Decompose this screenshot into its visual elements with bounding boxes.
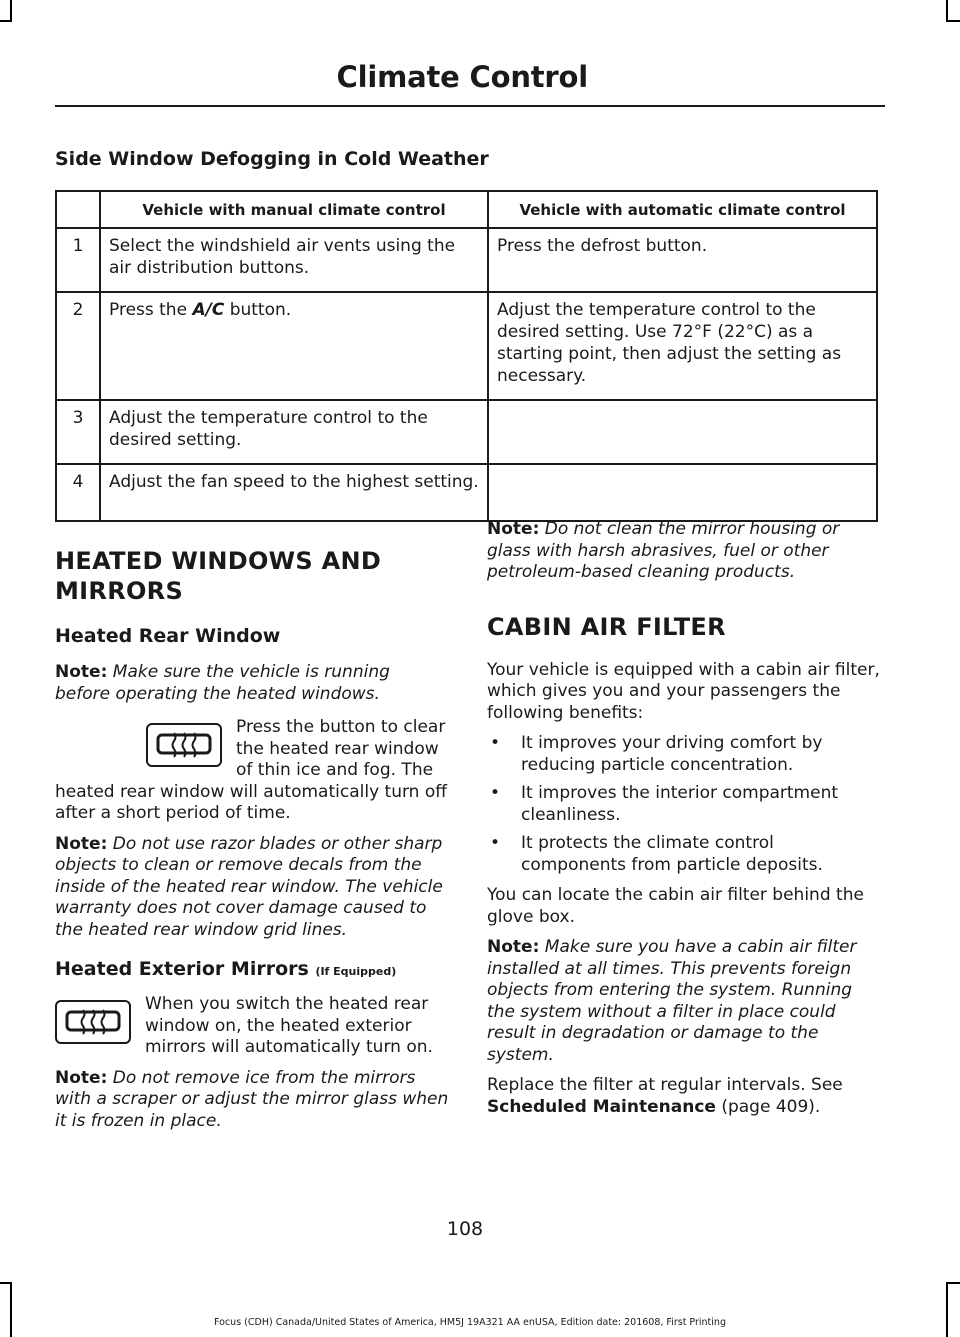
left-column xyxy=(55,546,450,1141)
table-header-row xyxy=(56,191,877,228)
razor-note xyxy=(55,834,450,942)
table-header-auto: Vehicle with automatic climate control xyxy=(488,191,877,228)
manual-step: Adjust the temperature control to the desired setting. xyxy=(100,400,488,464)
manual-step: Select the windshield air vents using the air distribution buttons. xyxy=(100,228,488,292)
ac-button-label: A/C xyxy=(192,300,225,320)
crop-mark xyxy=(946,0,948,20)
crop-mark xyxy=(0,1282,12,1284)
crop-mark xyxy=(10,1282,12,1337)
heated-windows-heading-line2: MIRRORS xyxy=(55,577,184,605)
footer-text: Focus (CDH) Canada/United States of America, HM5J 19A321 AA enUSA, Edition date: 201608, First Printing xyxy=(214,1317,726,1328)
rear-window-note xyxy=(55,662,450,705)
rear-defrost-icon xyxy=(156,731,212,761)
manual-step: Adjust the fan speed to the highest setting. xyxy=(100,464,488,521)
header-rule xyxy=(55,105,885,107)
table-row xyxy=(56,292,877,400)
list-item: • It improves your driving comfort by reducing particle concentration. xyxy=(487,733,882,776)
if-equipped-label: (If Equipped) xyxy=(315,965,397,978)
mirror-defrost-button-icon xyxy=(55,1000,131,1044)
page-header-title: Climate Control xyxy=(336,60,588,94)
list-item: • It improves the interior compartment cleanliness. xyxy=(487,783,882,826)
note-text: Do not remove ice from the mirrors with a scraper or adjust the mirror glass when it is frozen in place. xyxy=(55,1067,449,1131)
defogging-steps-table xyxy=(55,190,878,522)
note-label: Note: xyxy=(487,519,540,539)
step-number: 2 xyxy=(56,292,100,400)
cabin-air-filter-heading: CABIN AIR FILTER xyxy=(487,612,726,641)
note-text: Make sure you have a cabin air filter installed at all times. This prevents foreign objects from entering the system. Running the system without a filter in place could result in degradation or damage to the system. xyxy=(487,937,857,1065)
note-label: Note: xyxy=(55,833,108,854)
note-label: Note: xyxy=(487,937,540,957)
mirror-note xyxy=(55,1068,450,1133)
table-row xyxy=(56,464,877,521)
mirror-clean-note xyxy=(487,519,882,584)
right-column xyxy=(487,519,882,1127)
replace-text-pre: Replace the filter at regular intervals. See xyxy=(487,1075,843,1095)
table-row xyxy=(56,400,877,464)
replace-text xyxy=(487,1075,882,1118)
note-text: Do not clean the mirror housing or glass with harsh abrasives, fuel or other petroleum-based cleaning products. xyxy=(487,519,840,582)
note-text: Do not use razor blades or other sharp objects to clean or remove decals from the inside of the heated rear window. The vehicle warranty does not cover damage caused to the heated rear window grid lines. xyxy=(55,833,443,940)
rear-window-text: Press the button to clear the heated rear window of thin ice and fog. The heated rear window will automatically turn off after a short period of time. xyxy=(55,717,447,823)
rear-defrost-button-icon xyxy=(146,723,222,767)
crop-mark xyxy=(946,1282,960,1284)
crop-mark xyxy=(0,20,12,22)
crop-mark xyxy=(10,0,12,20)
page-number: 108 xyxy=(446,1218,484,1240)
step-number: 4 xyxy=(56,464,100,521)
crop-mark xyxy=(946,20,960,22)
mirror-paragraph xyxy=(55,994,450,1059)
table-header-manual: Vehicle with manual climate control xyxy=(100,191,488,228)
step-number: 3 xyxy=(56,400,100,464)
heated-windows-heading xyxy=(55,546,450,606)
rear-defrost-icon xyxy=(65,1008,121,1038)
benefits-list xyxy=(487,733,882,876)
scheduled-maintenance-link[interactable]: Scheduled Maintenance xyxy=(487,1096,716,1117)
locate-text: You can locate the cabin air filter behind the glove box. xyxy=(487,885,864,927)
manual-step-text: Press the xyxy=(109,300,193,320)
step-number: 1 xyxy=(56,228,100,292)
auto-step xyxy=(488,400,877,464)
table-header-num xyxy=(56,191,100,228)
auto-step: Press the defrost button. xyxy=(488,228,877,292)
mirror-text: When you switch the heated rear window on, the heated exterior mirrors will automatically turn on. xyxy=(145,994,433,1057)
manual-step xyxy=(100,292,488,400)
manual-step-text: button. xyxy=(224,300,292,320)
rear-window-paragraph xyxy=(55,717,450,825)
replace-text-post: (page 409). xyxy=(715,1096,821,1117)
heated-rear-window-heading: Heated Rear Window xyxy=(55,625,281,647)
crop-mark xyxy=(946,1282,948,1337)
heated-mirrors-title: Heated Exterior Mirrors xyxy=(55,958,309,980)
cabin-intro: Your vehicle is equipped with a cabin air filter, which gives you and your passengers the following benefits: xyxy=(487,659,880,723)
heated-mirrors-heading xyxy=(55,957,450,984)
table-row xyxy=(56,228,877,292)
heated-windows-heading-line1: HEATED WINDOWS AND xyxy=(55,547,382,575)
list-item: • It protects the climate control components from particle deposits. xyxy=(487,833,882,876)
note-label: Note: xyxy=(55,662,108,682)
side-window-heading: Side Window Defogging in Cold Weather xyxy=(55,148,489,170)
auto-step: Adjust the temperature control to the desired setting. Use 72°F (22°C) as a starting point, then adjust the setting as necessary. xyxy=(488,292,877,400)
note-text: Make sure the vehicle is running before operating the heated windows. xyxy=(55,662,390,704)
cabin-note xyxy=(487,937,882,1066)
auto-step xyxy=(488,464,877,521)
note-label: Note: xyxy=(55,1067,108,1088)
